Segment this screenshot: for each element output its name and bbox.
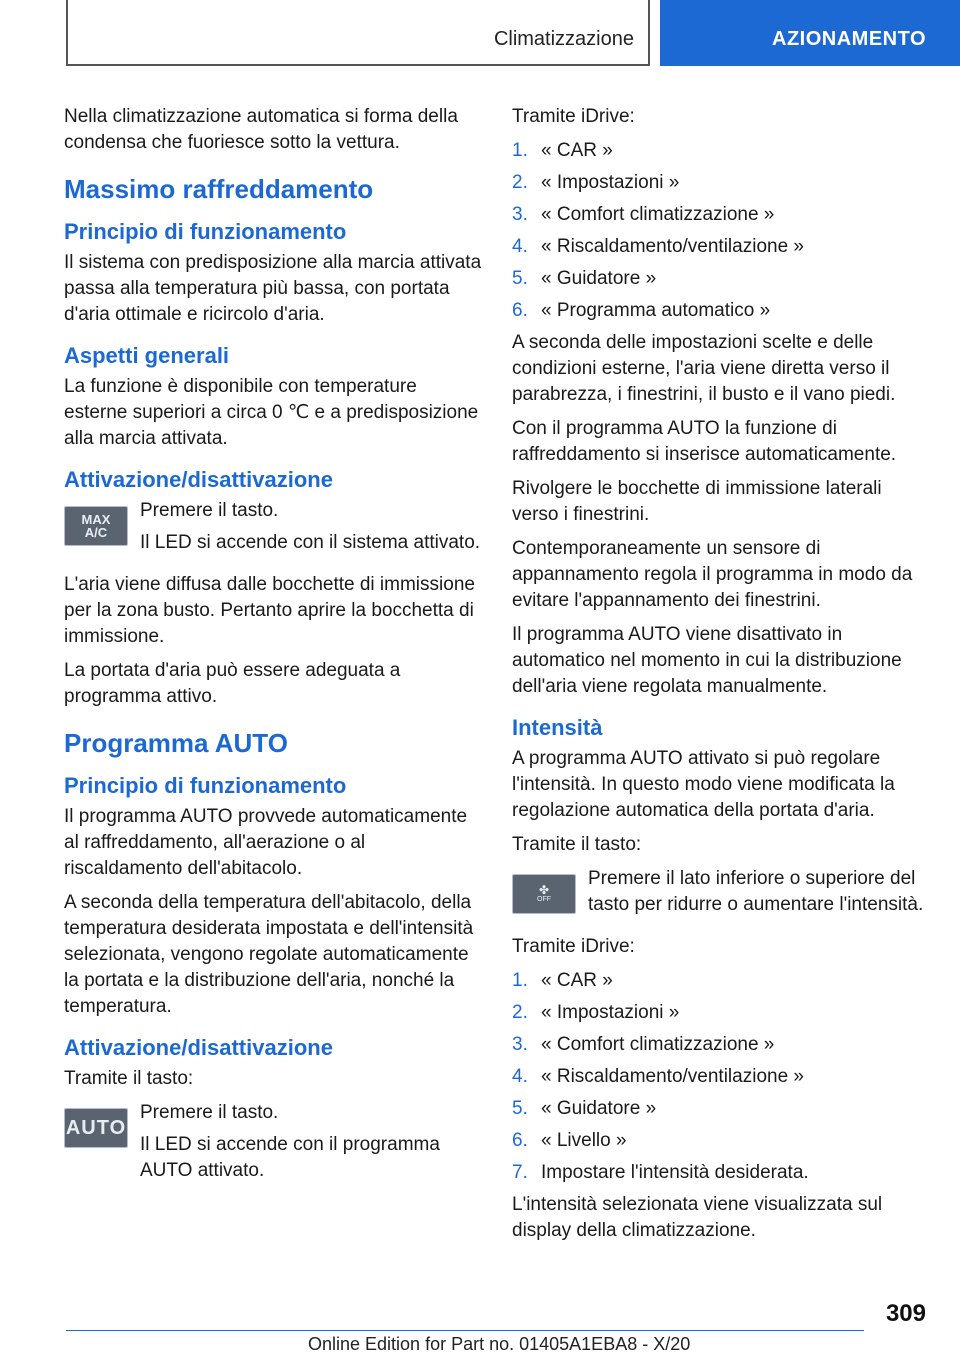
attiv2-led: Il LED si accende con il programma AUTO attivato.: [140, 1134, 440, 1181]
principio-2-text: Il programma AUTO provvede automaticamente al raffreddamento, all'aerazione o al riscaldamento dell'abitacolo.: [64, 806, 468, 879]
fan-key-icon: [512, 874, 576, 914]
list-item: [512, 1160, 930, 1186]
list-item-number: 1.: [512, 970, 528, 991]
list-item-number: 4.: [512, 1066, 528, 1087]
left-column: [64, 104, 482, 1200]
fan-text: Premere il lato inferiore o superiore del tasto per ridurre o aumentare l'intensità.: [588, 868, 924, 915]
fan-symbol: ✤: [538, 882, 550, 897]
list-item-text: « Guidatore »: [541, 1098, 657, 1119]
chapter-tab-label: AZIONAMENTO: [772, 28, 927, 50]
attiv2-press: Premere il tasto.: [140, 1102, 279, 1123]
heading-programma-auto: Programma AUTO: [64, 728, 288, 758]
max-ac-key-line1: MAX: [81, 512, 111, 527]
list-item-number: 7.: [512, 1162, 528, 1183]
idrive-label: Tramite iDrive:: [512, 106, 635, 127]
right-p4: Contemporaneamente un sensore di appannamento regola il programma in modo da evitare l'appannamento dei finestrini.: [512, 538, 913, 611]
list-item-number: 2.: [512, 172, 528, 193]
list-item: [512, 968, 930, 994]
list-item: [512, 1032, 930, 1058]
list-item-text: « Livello »: [541, 1130, 627, 1151]
list-item: [512, 138, 930, 164]
idrive-steps-2: [512, 968, 930, 1186]
list-item-text: « CAR »: [541, 970, 613, 991]
auto-key-text: [140, 1100, 482, 1190]
fan-off-label: OFF: [537, 895, 551, 903]
list-item-number: 3.: [512, 1034, 528, 1055]
principio-1-text: Il sistema con predisposizione alla marcia attivata passa alla temperatura più bassa, con portata d'aria ottimale e ricircolo d'aria.: [64, 252, 482, 325]
maxac-key-row: [64, 498, 482, 562]
list-item: [512, 266, 930, 292]
list-item-number: 3.: [512, 204, 528, 225]
list-item: [512, 234, 930, 260]
intensita-text: A programma AUTO attivato si può regolare l'intensità. In questo modo viene modificata la regolazione automatica della portata d'aria.: [512, 748, 895, 821]
list-item: [512, 1096, 930, 1122]
heading-attivazione-2: Attivazione/disattivazione: [64, 1035, 333, 1060]
list-item-text: « Impostazioni »: [541, 172, 680, 193]
aspetti-text: La funzione è disponibile con temperature esterne superiori a circa 0 ℃ e a predisposizione alla marcia attivata.: [64, 376, 479, 449]
maxac-key-text: [140, 498, 480, 562]
portata-text: La portata d'aria può essere adeguata a programma attivo.: [64, 660, 401, 707]
right-p3: Rivolgere le bocchette di immissione laterali verso i finestrini.: [512, 478, 882, 525]
chapter-tab[interactable]: [660, 0, 960, 66]
attiv1-led: Il LED si accende con il sistema attivato.: [140, 532, 481, 553]
footer-divider: [66, 1330, 864, 1331]
list-item-text: « Impostazioni »: [541, 1002, 680, 1023]
heading-principio-2: Principio di funzionamento: [64, 773, 347, 798]
tasto-label-right: Tramite il tasto:: [512, 834, 642, 855]
heading-max-raffreddamento: Massimo raffreddamento: [64, 174, 374, 204]
fan-key-text: [588, 866, 930, 924]
right-p5: Il programma AUTO viene disattivato in automatico nel momento in cui la distribuzione dell'aria viene regolata manualmente.: [512, 624, 902, 697]
heading-principio-1: Principio di funzionamento: [64, 219, 347, 244]
fan-key-row: [512, 866, 930, 924]
section-title: Climatizzazione: [493, 28, 634, 50]
list-item-number: 5.: [512, 1098, 528, 1119]
list-item-number: 2.: [512, 1002, 528, 1023]
list-item: [512, 298, 930, 324]
intro-text: Nella climatizzazione automatica si forma della condensa che fuoriesce sotto la vettura.: [64, 106, 458, 153]
max-ac-key-line2: A/C: [84, 525, 108, 540]
final-text: L'intensità selezionata viene visualizzata sul display della climatizzazione.: [512, 1194, 883, 1241]
list-item-number: 5.: [512, 268, 528, 289]
right-p2: Con il programma AUTO la funzione di raffreddamento si inserisce automaticamente.: [512, 418, 897, 465]
page-number: 309: [885, 1300, 926, 1327]
idrive-label-2: Tramite iDrive:: [512, 936, 635, 957]
idrive-steps-1: [512, 138, 930, 324]
right-p1: A seconda delle impostazioni scelte e delle condizioni esterne, l'aria viene diretta verso il parabrezza, i finestrini, il busto e il vano piedi.: [512, 332, 896, 405]
list-item-text: Impostare l'intensità desiderata.: [541, 1162, 809, 1183]
list-item: [512, 202, 930, 228]
heading-intensita: Intensità: [512, 715, 603, 740]
list-item-text: « Programma automatico »: [541, 300, 771, 321]
max-ac-key-icon: [64, 506, 128, 546]
list-item-number: 6.: [512, 1130, 528, 1151]
aria-text: L'aria viene diffusa dalle bocchette di immissione per la zona busto. Pertanto aprire la bocchetta di immissione.: [64, 574, 475, 647]
list-item: [512, 170, 930, 196]
auto-key-icon: AUTO: [64, 1108, 128, 1148]
list-item-text: « Comfort climatizzazione »: [541, 204, 775, 225]
list-item-number: 1.: [512, 140, 528, 161]
list-item-number: 4.: [512, 236, 528, 257]
list-item: [512, 1128, 930, 1154]
list-item: [512, 1000, 930, 1026]
list-item-text: « Riscaldamento/ventilazione »: [541, 1066, 804, 1087]
list-item-text: « Riscaldamento/ventilazione »: [541, 236, 804, 257]
auto-key-row: [64, 1100, 482, 1190]
list-item-text: « Guidatore »: [541, 268, 657, 289]
seconda-text: A seconda della temperatura dell'abitacolo, della temperatura desiderata impostata e dell'intensità selezionata, vengono regolate automaticamente la portata e la distribuzione dell'aria, nonché la temperatura.: [64, 892, 474, 1017]
heading-aspetti-generali: Aspetti generali: [64, 343, 230, 368]
footer-edition: Online Edition for Part no. 01405A1EBA8 - X/20: [308, 1334, 691, 1354]
list-item-text: « CAR »: [541, 140, 613, 161]
list-item-text: « Comfort climatizzazione »: [541, 1034, 775, 1055]
list-item: [512, 1064, 930, 1090]
attiv1-press: Premere il tasto.: [140, 500, 279, 521]
list-item-number: 6.: [512, 300, 528, 321]
header-section-box: [66, 0, 650, 66]
heading-attivazione-1: Attivazione/disattivazione: [64, 467, 333, 492]
right-column: [512, 104, 930, 1252]
tasto-label-left: Tramite il tasto:: [64, 1068, 194, 1089]
